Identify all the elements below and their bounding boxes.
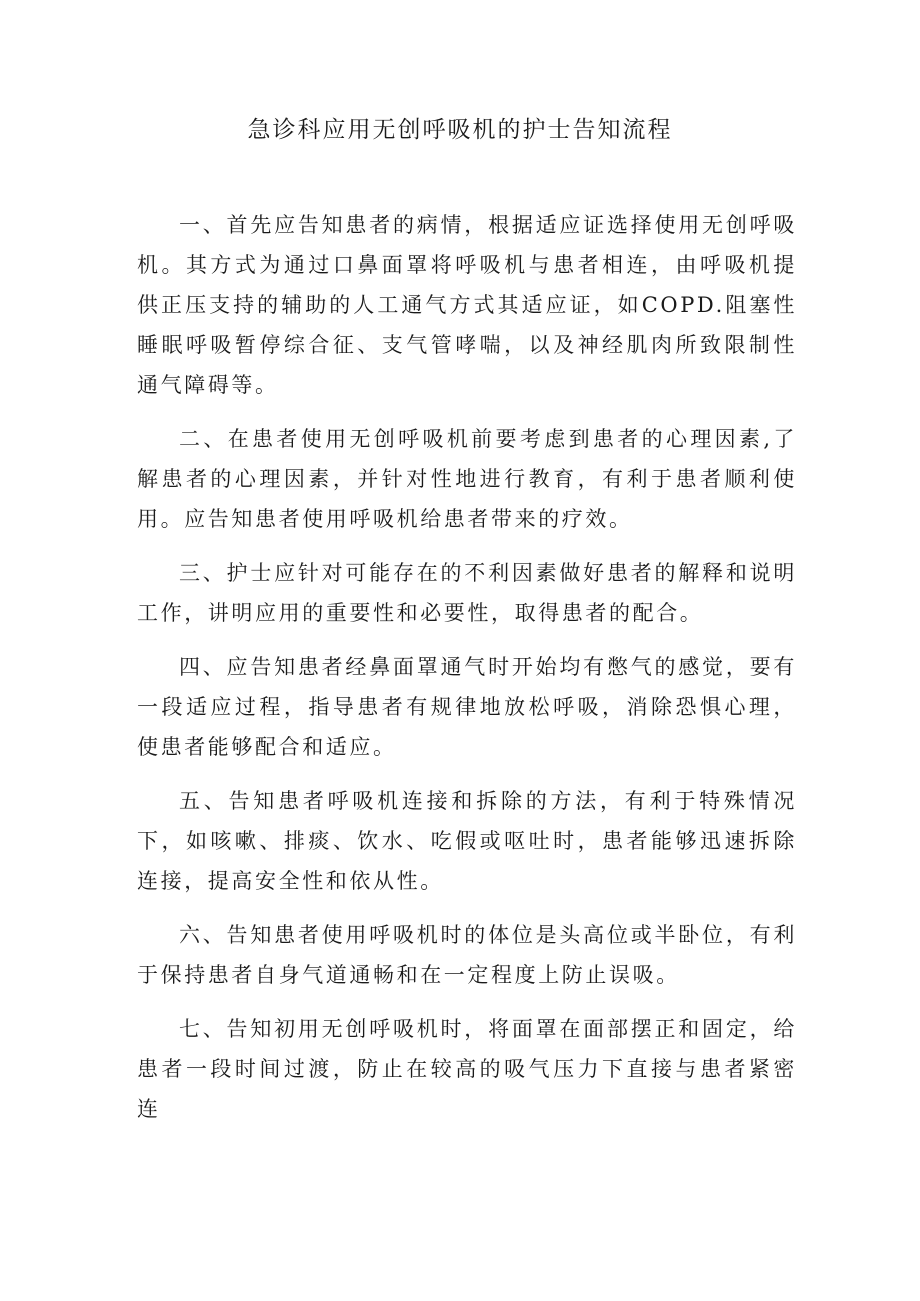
- paragraph-3: 三、护士应针对可能存在的不利因素做好患者的解释和说明工作，讲明应用的重要性和必要性，取得患者的配合。: [137, 561, 797, 625]
- document-body: [137, 205, 797, 1143]
- paragraph-6: 六、告知患者使用呼吸机时的体位是头高位或半卧位，有利于保持患者自身气道通畅和在一定程度上防止误吸。: [137, 923, 797, 987]
- paragraph-1: 一、首先应告知患者的病情，根据适应证选择使用无创呼吸机。其方式为通过口鼻面罩将呼吸机与患者相连，由呼吸机提供正压支持的辅助的人工通气方式其适应证，如COPD.阻塞性睡眠呼吸暂停综合征、支气管哮喘，以及神经肌肉所致限制性通气障碍等。: [137, 213, 797, 397]
- document-title: 急诊科应用无创呼吸机的护士告知流程: [247, 117, 673, 143]
- paragraph-7: 七、告知初用无创呼吸机时，将面罩在面部摆正和固定，给患者一段时间过渡，防止在较高的吸气压力下直接与患者紧密连: [137, 1017, 797, 1121]
- paragraph-5: 五、告知患者呼吸机连接和拆除的方法，有利于特殊情况下，如咳嗽、排痰、饮水、吃假或呕吐时，患者能够迅速拆除连接，提高安全性和依从性。: [137, 789, 797, 893]
- paragraph-4: 四、应告知患者经鼻面罩通气时开始均有憋气的感觉，要有一段适应过程，指导患者有规律地放松呼吸，消除恐惧心理，使患者能够配合和适应。: [137, 655, 797, 759]
- paragraph-2: 二、在患者使用无创呼吸机前要考虑到患者的心理因素,了解患者的心理因素，并针对性地进行教育，有利于患者顺利使用。应告知患者使用呼吸机给患者带来的疗效。: [137, 427, 797, 531]
